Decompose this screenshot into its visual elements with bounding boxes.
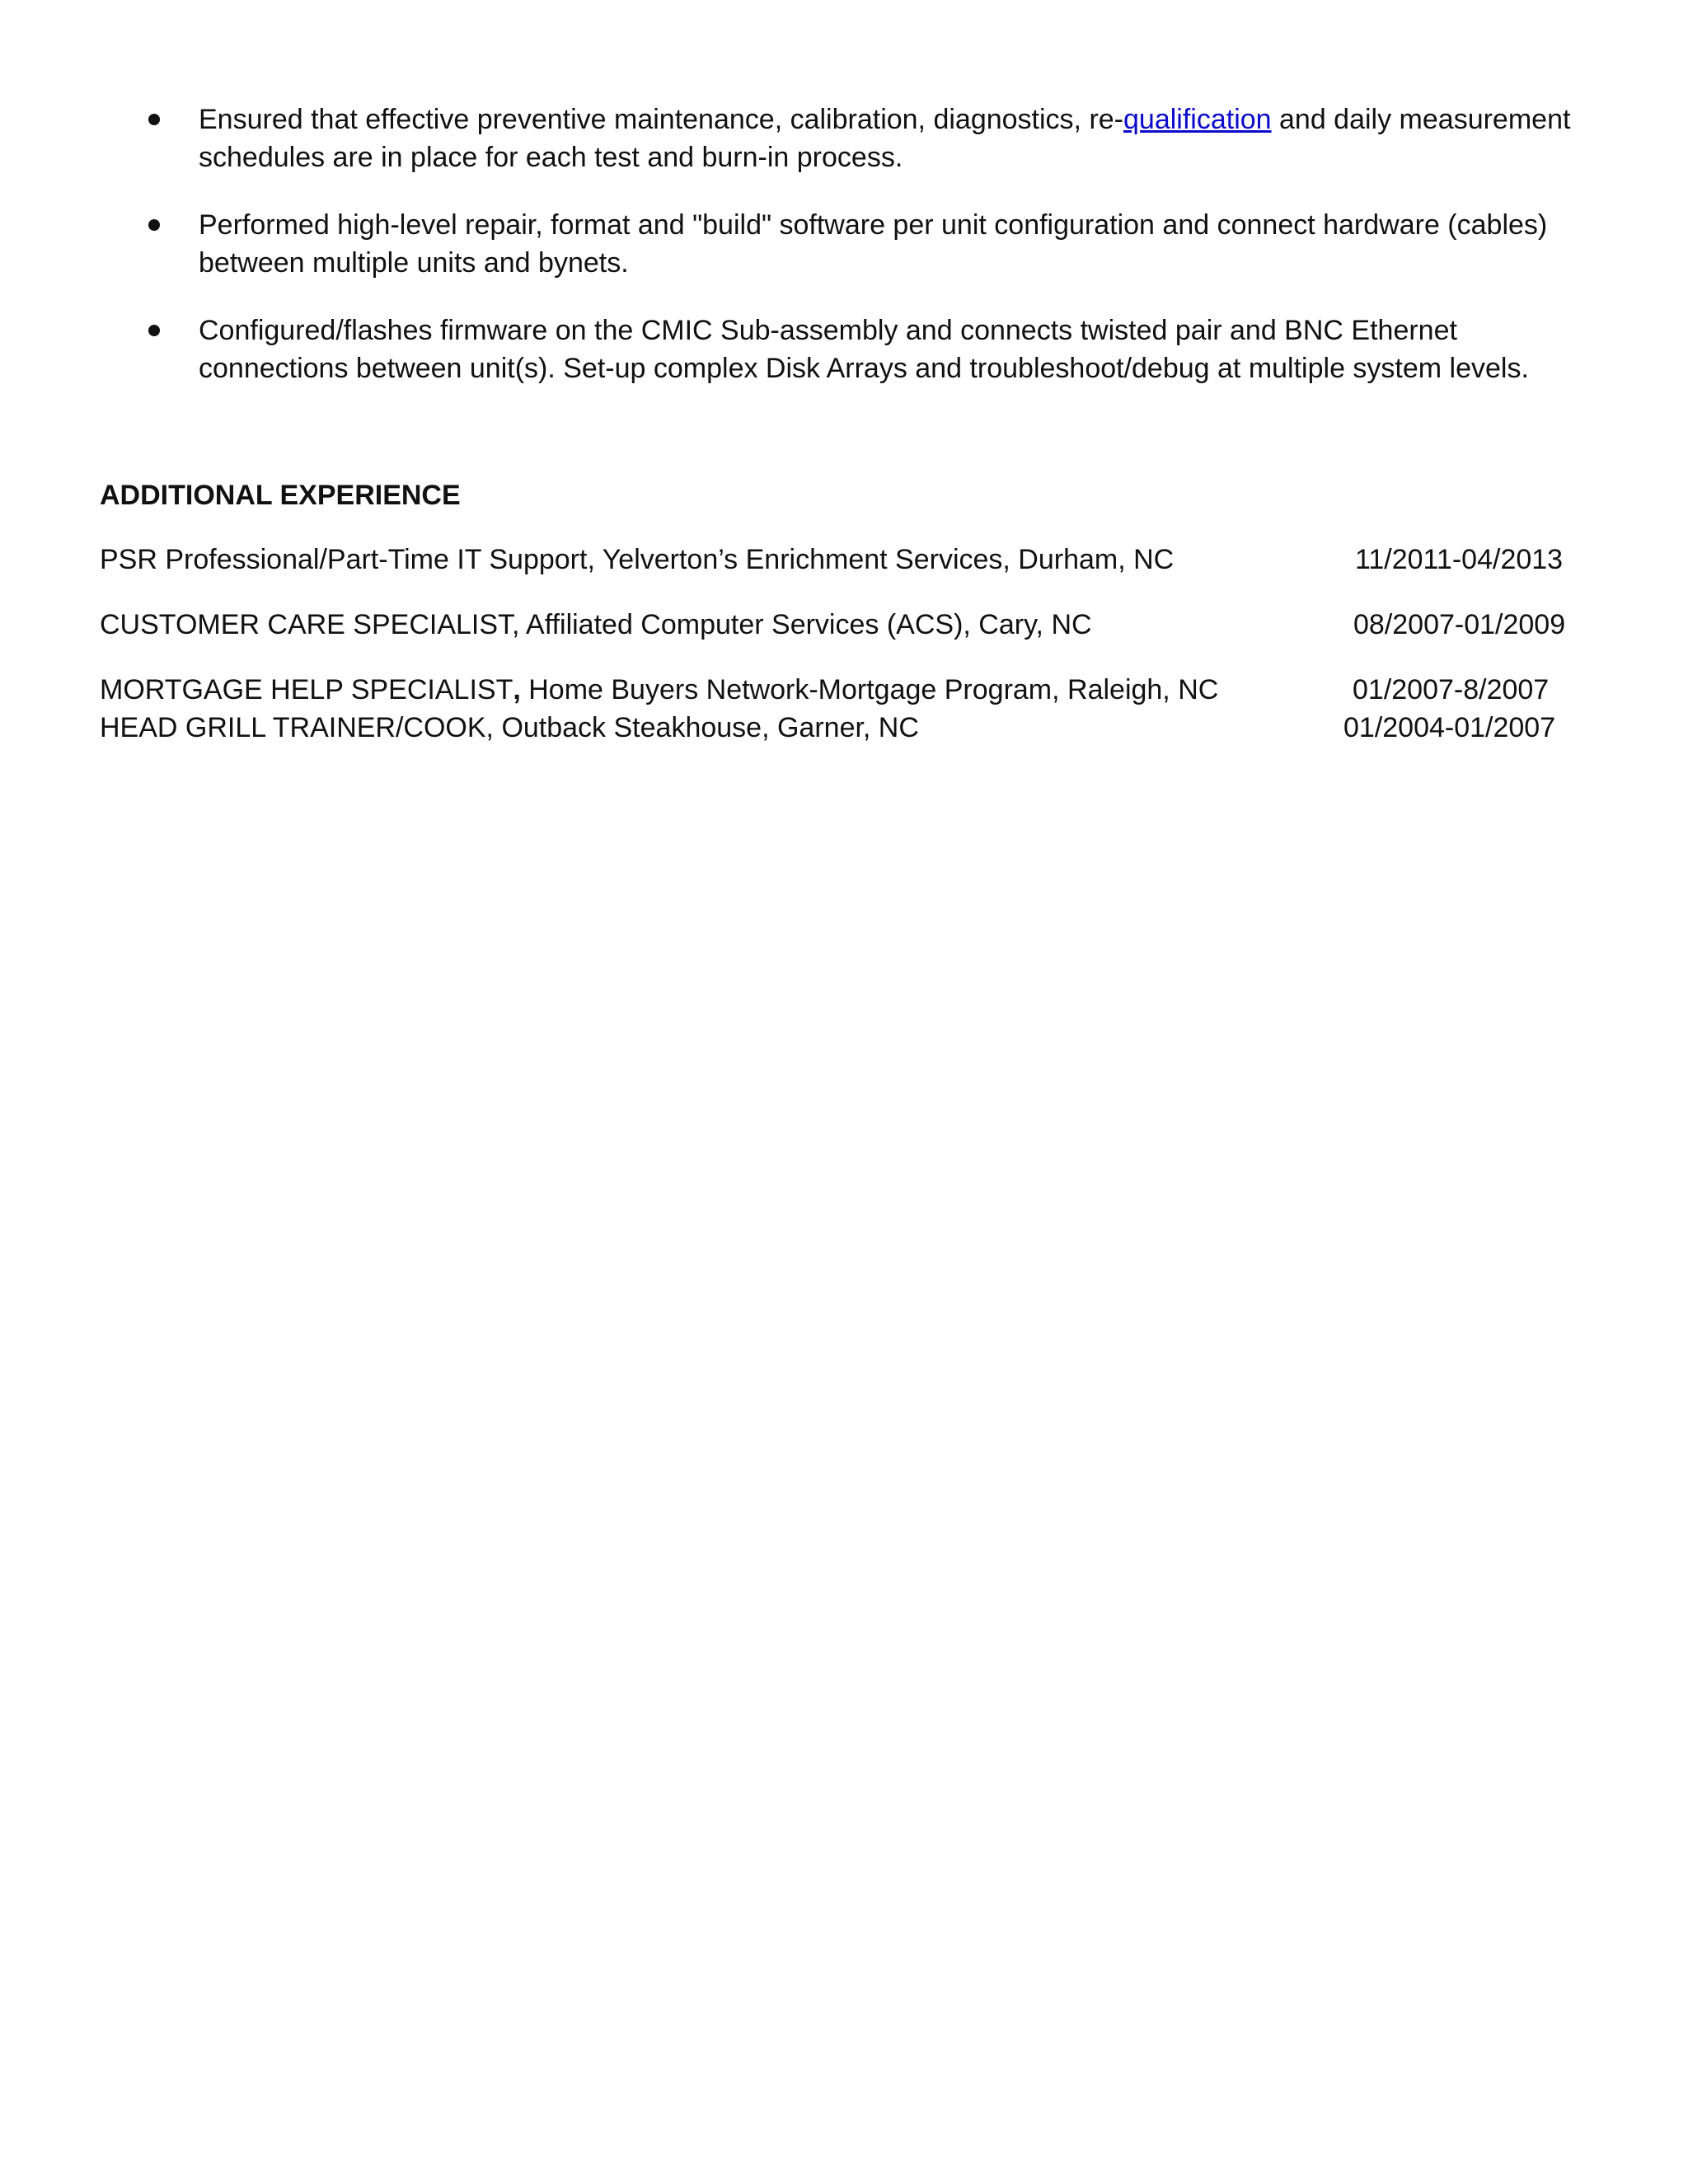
experience-employer: Home Buyers Network-Mortgage Program, Raleigh, NC [520, 674, 1219, 705]
experience-title: MORTGAGE HELP SPECIALIST [100, 674, 513, 705]
experience-entry-outback [100, 709, 1571, 747]
experience-entry-mortgage [100, 671, 1571, 709]
experience-dates: 08/2007-01/2009 [1353, 609, 1566, 640]
bullet-text-after-link: and daily measurement schedules are in place for each test and burn-in process. [199, 104, 1571, 173]
bullet-list [0, 101, 1688, 417]
experience-entry-psr [100, 541, 1571, 579]
bullet-text [199, 101, 1581, 176]
bullet-item-repair [0, 206, 1688, 282]
experience-description: HEAD GRILL TRAINER/COOK, Outback Steakhouse, Garner, NC [100, 712, 919, 743]
experience-separator: , [513, 674, 521, 705]
bullet-dot-icon [148, 219, 160, 231]
bullet-dot-icon [148, 325, 160, 336]
bullet-dot-icon [148, 114, 160, 125]
additional-experience-heading: ADDITIONAL EXPERIENCE [100, 480, 461, 511]
experience-description: CUSTOMER CARE SPECIALIST, Affiliated Computer Services (ACS), Cary, NC [100, 609, 1092, 640]
bullet-text: Configured/flashes firmware on the CMIC Sub-assembly and connects twisted pair and BNC Ethernet connections between unit(s). Set-up complex Disk Arrays and troubleshoot/debug at multiple system levels. [199, 315, 1529, 384]
experience-description: PSR Professional/Part-Time IT Support, Yelverton’s Enrichment Services, Durham, NC [100, 544, 1175, 575]
bullet-item-maintenance [0, 101, 1688, 176]
experience-dates: 11/2011-04/2013 [1355, 544, 1564, 575]
experience-dates: 01/2004-01/2007 [1343, 712, 1556, 743]
experience-description [100, 671, 1218, 709]
experience-entry-customer-care [100, 606, 1571, 644]
experience-dates: 01/2007-8/2007 [1353, 674, 1550, 705]
bullet-item-firmware [0, 312, 1688, 387]
bullet-text: Performed high-level repair, format and "build" software per unit configuration and connect hardware (cables) between multiple units and bynets. [199, 209, 1548, 279]
qualification-link[interactable]: qualification [1123, 104, 1272, 135]
bullet-text-before-link: Ensured that effective preventive maintenance, calibration, diagnostics, re- [199, 104, 1123, 135]
